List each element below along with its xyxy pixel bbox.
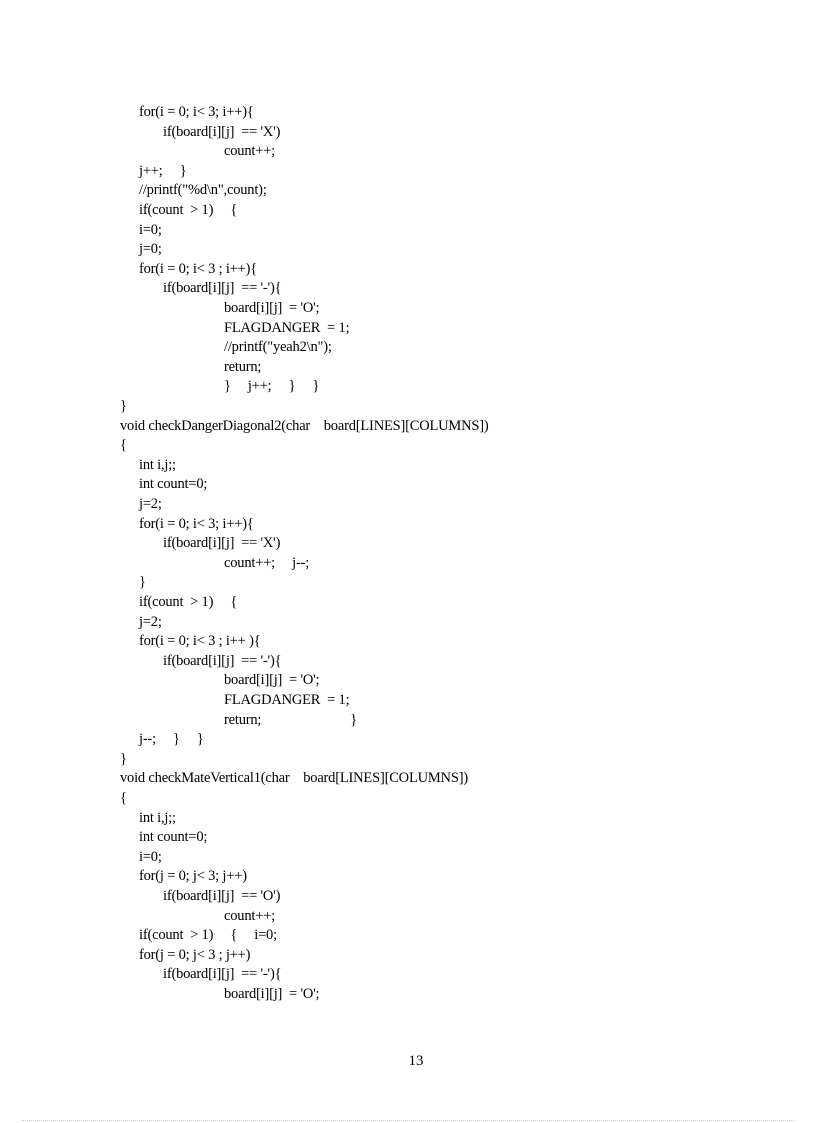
code-line: for(i = 0; i< 3 ; i++){ xyxy=(139,260,258,277)
code-line: count++; xyxy=(224,143,275,160)
code-line: if(count > 1) { i=0; xyxy=(139,927,277,944)
code-line: if(board[i][j] == '-'){ xyxy=(163,280,282,297)
page-bottom-divider xyxy=(22,1120,794,1121)
code-line: count++; xyxy=(224,907,275,924)
code-line: { xyxy=(120,437,127,454)
code-line: j=0; xyxy=(139,241,162,258)
code-line: } xyxy=(120,398,127,414)
code-line: i=0; xyxy=(139,848,162,865)
code-line: if(board[i][j] == 'X') xyxy=(163,123,281,140)
code-line: board[i][j] = 'O'; xyxy=(224,986,320,1002)
code-line: } xyxy=(120,750,127,767)
code-line: board[i][j] = 'O'; xyxy=(224,300,320,316)
code-line: count++; j--; xyxy=(224,554,310,571)
code-line: j--; } } xyxy=(139,731,204,748)
code-line: return; xyxy=(224,358,262,375)
code-line: void checkMateVertical1(char board[LINES][COLUMNS]) xyxy=(120,770,468,787)
code-line: //printf("%d\n",count); xyxy=(139,182,267,199)
code-line: j++; } xyxy=(139,162,187,179)
code-line: board[i][j] = 'O'; xyxy=(224,672,320,689)
code-line: int count=0; xyxy=(139,829,208,846)
code-line: if(board[i][j] == 'O') xyxy=(163,888,281,904)
code-line: if(board[i][j] == '-'){ xyxy=(163,652,282,669)
code-line: if(count > 1) { xyxy=(139,594,238,610)
code-line: //printf("yeah2\n"); xyxy=(224,339,332,356)
code-line: FLAGDANGER = 1; xyxy=(224,692,350,708)
code-line: j=2; xyxy=(139,496,162,512)
code-line: int i,j;; xyxy=(139,456,176,473)
code-line: if(board[i][j] == '-'){ xyxy=(163,966,282,983)
code-line: for(i = 0; i< 3; i++){ xyxy=(139,104,254,120)
code-line: i=0; xyxy=(139,221,162,238)
code-line: for(i = 0; i< 3; i++){ xyxy=(139,515,254,532)
code-line: { xyxy=(120,790,127,806)
code-line: int count=0; xyxy=(139,476,208,493)
code-line: for(j = 0; j< 3; j++) xyxy=(139,868,247,885)
code-line: if(count > 1) { xyxy=(139,202,238,218)
code-line: j=2; xyxy=(139,613,162,630)
code-line: int i,j;; xyxy=(139,809,176,826)
page-number: 13 xyxy=(408,1053,424,1069)
code-line: FLAGDANGER = 1; xyxy=(224,319,350,336)
code-line: for(j = 0; j< 3 ; j++) xyxy=(139,946,251,963)
code-line: } xyxy=(139,574,146,591)
code-line: for(i = 0; i< 3 ; i++ ){ xyxy=(139,633,261,650)
code-line: if(board[i][j] == 'X') xyxy=(163,535,281,552)
code-line: void checkDangerDiagonal2(char board[LINES][COLUMNS]) xyxy=(120,417,489,434)
code-line: } j++; } } xyxy=(224,378,320,395)
code-line: return; } xyxy=(224,711,358,728)
